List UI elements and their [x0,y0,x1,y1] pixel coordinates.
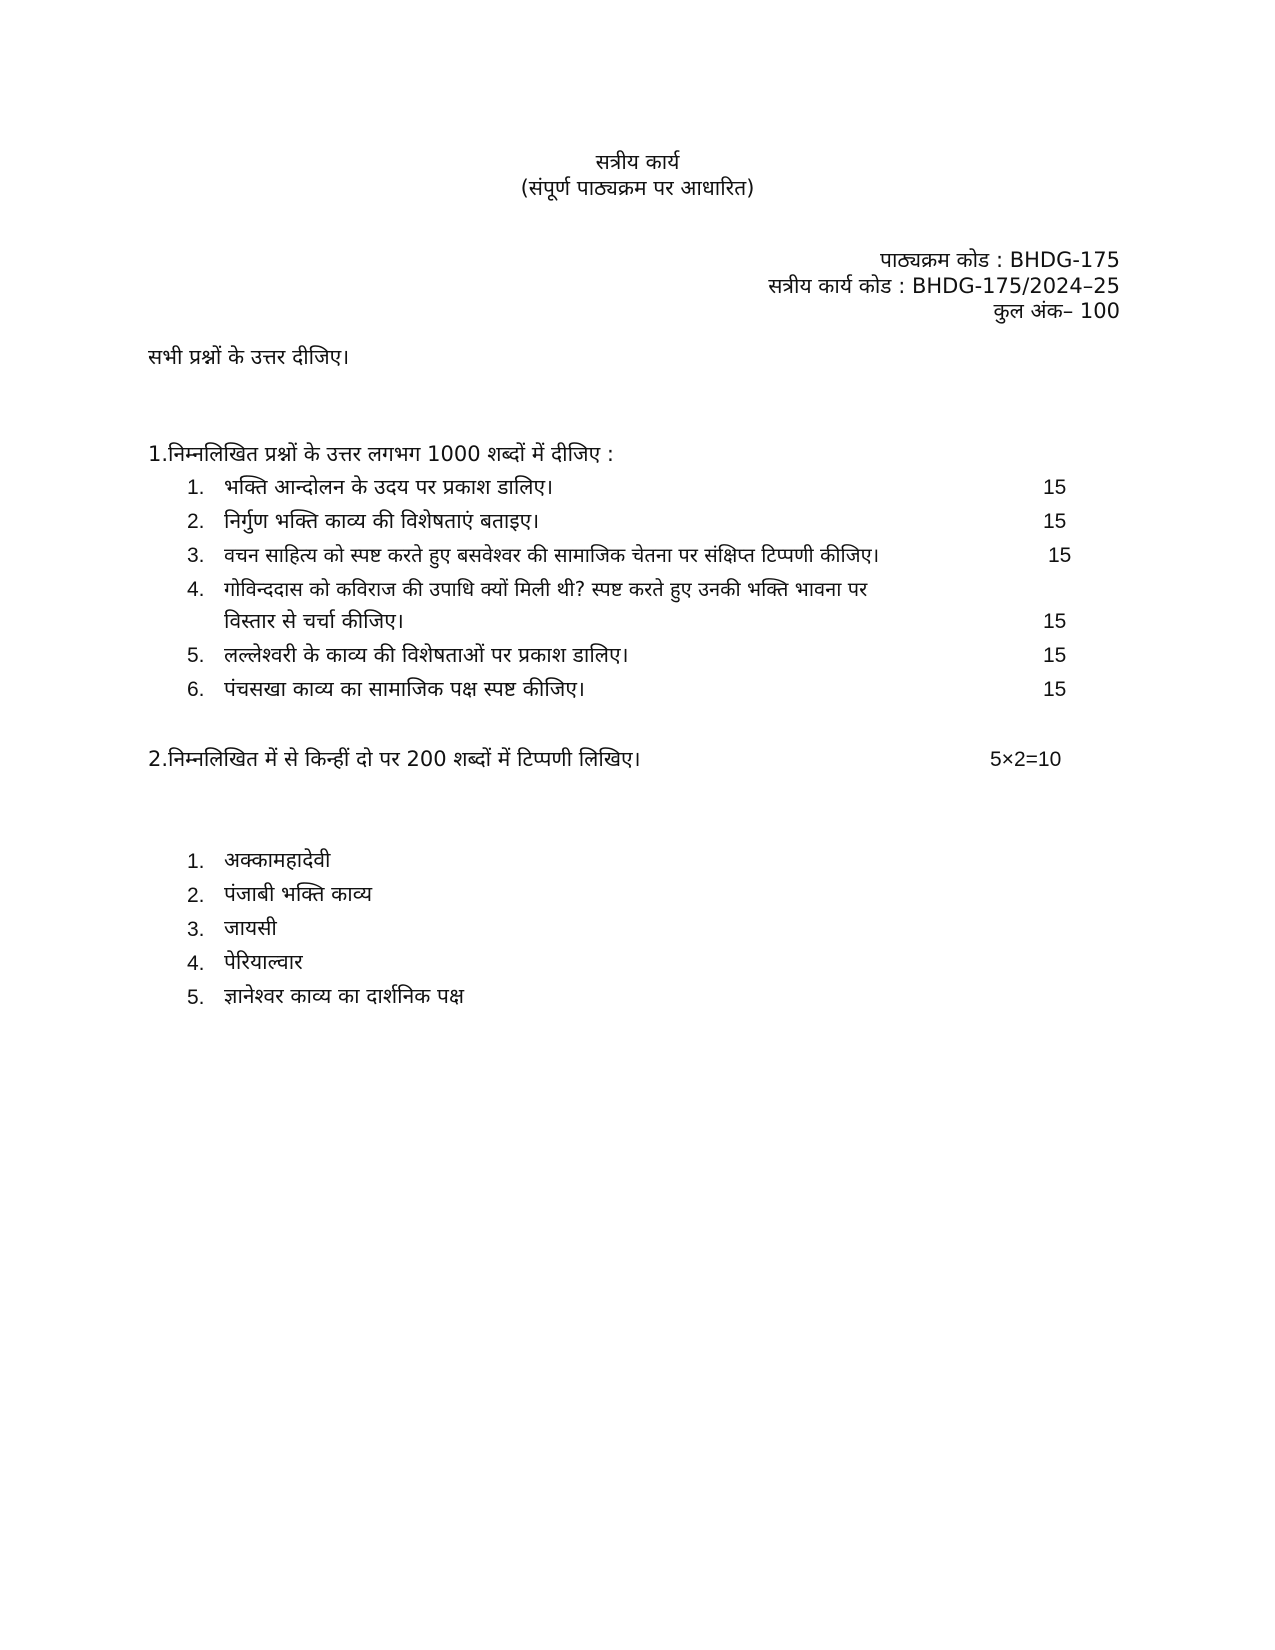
instruction: सभी प्रश्नों के उत्तर दीजिए। [148,345,350,369]
item-text: गोविन्ददास को कविराज की उपाधि क्यों मिली थी? स्पष्ट करते हुए उनकी भक्ति भावना पर [224,577,868,601]
page-title: सत्रीय कार्य [595,150,680,174]
item-marks: 15 [1043,644,1067,667]
item-text: पंजाबी भक्ति काव्य [224,882,373,906]
item-marks: 15 [1043,476,1067,499]
item-text: अक्कामहादेवी [224,848,331,872]
item-number: 4. [187,952,205,975]
item-number: 3. [187,544,205,567]
item-text: पेरियाल्वार [224,950,303,974]
item-text: ज्ञानेश्वर काव्य का दार्शनिक पक्ष [224,984,465,1008]
item-number: 5. [187,986,205,1009]
item-number: 6. [187,678,205,701]
item-text: लल्लेश्वरी के काव्य की विशेषताओं पर प्रकाश डालिए। [224,643,629,667]
item-number: 2. [187,884,205,907]
item-text-continued: विस्तार से चर्चा कीजिए। [224,609,404,633]
item-number: 1. [187,850,205,873]
item-marks: 15 [1048,544,1072,567]
item-number: 5. [187,644,205,667]
item-number: 3. [187,918,205,941]
item-number: 1. [187,476,205,499]
course-code: पाठ्यक्रम कोड : BHDG-175 [880,248,1120,272]
item-marks: 15 [1043,678,1067,701]
item-marks: 15 [1043,610,1067,633]
item-number: 2. [187,510,205,533]
item-text: निर्गुण भक्ति काव्य की विशेषताएं बताइए। [224,509,540,533]
question2-heading: 2.निम्नलिखित में से किन्हीं दो पर 200 शब्दों में टिप्पणी लिखिए। [148,747,641,771]
item-text: जायसी [224,916,277,940]
total-marks: कुल अंक– 100 [993,299,1120,323]
item-text: वचन साहित्य को स्पष्ट करते हुए बसवेश्वर की सामाजिक चेतना पर संक्षिप्त टिप्पणी कीजिए। [224,543,880,567]
question1-heading: 1.निम्नलिखित प्रश्नों के उत्तर लगभग 1000 शब्दों में दीजिए : [148,442,614,466]
question2-marks: 5×2=10 [990,748,1062,771]
item-marks: 15 [1043,510,1067,533]
item-text: भक्ति आन्दोलन के उदय पर प्रकाश डालिए। [224,475,554,499]
item-text: पंचसखा काव्य का सामाजिक पक्ष स्पष्ट कीजिए। [224,677,585,701]
page-subtitle: (संपूर्ण पाठ्यक्रम पर आधारित) [520,176,755,200]
item-number: 4. [187,578,205,601]
assignment-code: सत्रीय कार्य कोड : BHDG-175/2024–25 [768,274,1120,298]
